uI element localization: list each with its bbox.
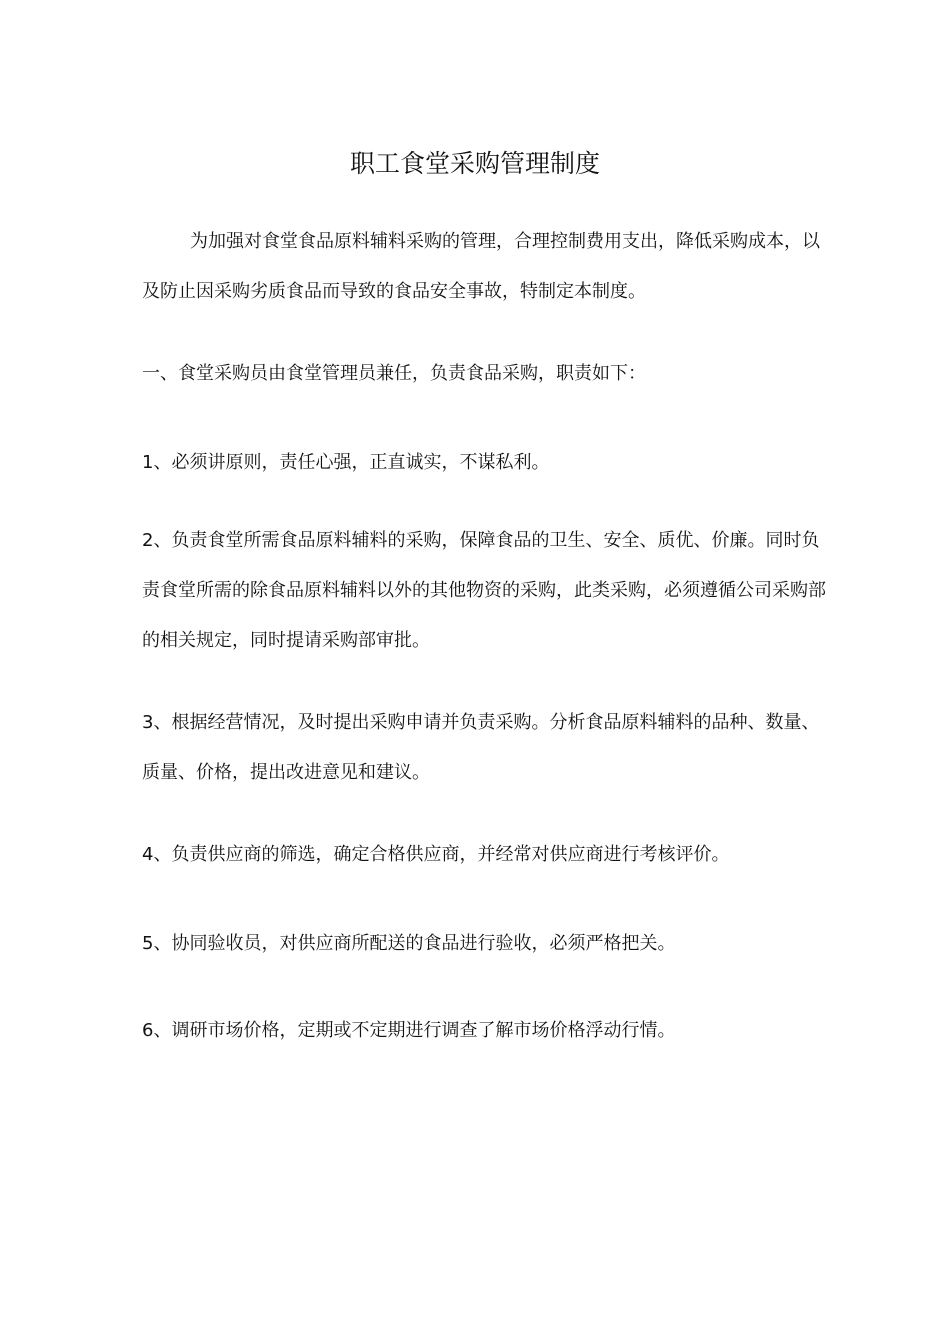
list-item-4: 4、负责供应商的筛选，确定合格供应商，并经常对供应商进行考核评价。 xyxy=(142,844,730,865)
list-item-6: 6、调研市场价格，定期或不定期进行调查了解市场价格浮动行情。 xyxy=(142,1020,676,1041)
intro-paragraph: 为加强对食堂食品原料辅料采购的管理，合理控制费用支出，降低采购成本，以及防止因采购劣质食品而导致的食品安全事故，特制定本制度。 xyxy=(142,231,820,302)
section-heading-1: 一、食堂采购员由食堂管理员兼任，负责食品采购，职责如下： xyxy=(142,363,646,384)
list-item-1: 1、必须讲原则，责任心强，正直诚实，不谋私利。 xyxy=(142,452,550,473)
list-item-5: 5、协同验收员，对供应商所配送的食品进行验收，必须严格把关。 xyxy=(142,933,676,954)
list-item-2: 2、负责食堂所需食品原料辅料的采购，保障食品的卫生、安全、质优、价廉。同时负责食堂所需的除食品原料辅料以外的其他物资的采购，此类采购，必须遵循公司采购部的相关规定，同时提请采购部审批。 xyxy=(142,530,826,651)
list-item-3: 3、根据经营情况，及时提出采购申请并负责采购。分析食品原料辅料的品种、数量、质量、价格，提出改进意见和建议。 xyxy=(142,712,820,783)
page-title: 职工食堂采购管理制度 xyxy=(349,149,600,178)
